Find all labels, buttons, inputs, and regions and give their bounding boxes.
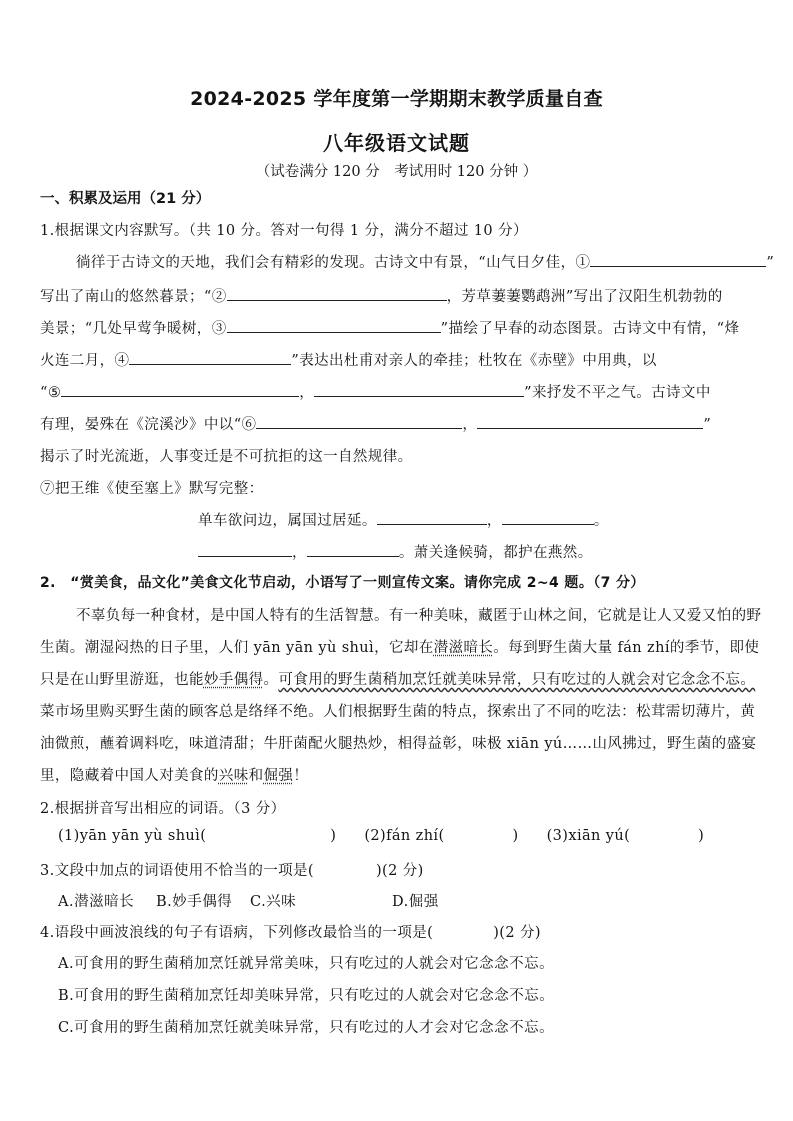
exam-note: （试卷满分 120 分 考试用时 120 分钟 ） xyxy=(255,164,538,180)
answer-blank-6b[interactable] xyxy=(477,414,703,429)
q1-text: ，芳草萋萋鹦鹉洲”写出了汉阳生机勃勃的 xyxy=(446,289,723,305)
q1-text: ”描绘了早春的动态图景。古诗文中有情，“烽 xyxy=(440,321,740,337)
q4-option-b[interactable]: B.可食用的野生菌稍加烹饪却美味异常，只有吃过的人就会对它念念不忘。 xyxy=(58,988,555,1004)
dotted-word: 妙手偶得 xyxy=(203,672,264,688)
q4-stem-line xyxy=(40,921,541,942)
poem-text: 。萧关逢候骑，都护在燕然。 xyxy=(398,545,593,561)
q1-text: ” xyxy=(703,417,712,433)
pinyin-item-2: (2)fán zhí( xyxy=(364,828,445,844)
q1-stem: 1.根据课文内容默写。（共 10 分。答对一句得 1 分，满分不超过 10 分） xyxy=(40,223,528,239)
exam-title: 2024-2025 学年度第一学期期末教学质量自查 xyxy=(190,88,603,110)
dotted-word: 潜滋暗长 xyxy=(433,640,494,656)
q1-text: 有理，晏殊在《浣溪沙》中以“⑥ xyxy=(40,417,257,433)
q4-option-a[interactable]: A.可食用的野生菌稍加烹饪就异常美味，只有吃过的人就会对它念念不忘。 xyxy=(58,956,555,972)
q1-line: 揭示了时光流逝，人事变迁是不可抗拒的这一自然规律。 xyxy=(40,449,413,465)
q1-text: ”表达出杜甫对亲人的牵挂；杜牧在《赤壁》中用典，以 xyxy=(291,353,657,369)
q1-text: 写出了南山的悠然暮景；“② xyxy=(40,289,227,305)
q1-line xyxy=(40,317,739,338)
passage-line: 不辜负每一种食材，是中国人特有的生活智慧。有一种美味，藏匿于山林之间，它就是让人又爱又怕的野 xyxy=(76,608,762,624)
paren-close: ) xyxy=(512,828,519,844)
q3-option-b[interactable]: B.妙手偶得 xyxy=(156,894,233,910)
q3-score: )(2 分) xyxy=(376,863,424,879)
q1-text: ”来抒发不平之气。古诗文中 xyxy=(524,385,711,401)
passage-line xyxy=(40,764,308,785)
q3-option-d[interactable]: D.倔强 xyxy=(392,894,439,910)
answer-blank-1[interactable] xyxy=(590,252,766,267)
q2-stem: 2. “赏美食，品文化”美食文化节启动，小语写了一则宣传文案。请你完成 2~4 题。（7 分） xyxy=(40,575,645,591)
q3-stem-line xyxy=(40,859,424,880)
q3-option-c[interactable]: C.兴味 xyxy=(250,894,297,910)
q3-option-a[interactable]: A.潜滋暗长 xyxy=(58,894,135,910)
q1-line: ⑦把王维《使至塞上》默写完整： xyxy=(40,481,264,497)
q1-line xyxy=(40,285,723,306)
poem-text: ， xyxy=(292,545,307,561)
paren-close: ) xyxy=(330,828,337,844)
passage-line xyxy=(40,636,759,657)
q4-stem: 4.语段中画波浪线的句子有语病，下列修改最恰当的一项是( xyxy=(40,925,434,941)
passage-text: 和 xyxy=(248,768,264,784)
q1-text: ， xyxy=(299,385,315,401)
answer-blank-5a[interactable] xyxy=(61,382,299,397)
q4-score: )(2 分) xyxy=(493,925,541,941)
q1-text: ， xyxy=(462,417,478,433)
pinyin-item-3: (3)xiān yú( xyxy=(546,828,631,844)
passage-text: 生菌。潮湿闷热的日子里，人们 yān yān yù shuì，它却在 xyxy=(40,640,434,656)
q1-line xyxy=(40,413,711,434)
q1-text: ” xyxy=(766,255,775,271)
poem-line xyxy=(198,509,609,530)
answer-blank-4[interactable] xyxy=(129,350,291,365)
answer-blank-7d[interactable] xyxy=(307,542,399,557)
q1-text: 美景；“几处早莺争暖树，③ xyxy=(40,321,227,337)
passage-text: 。 xyxy=(263,672,279,688)
passage-text: ！ xyxy=(293,768,309,784)
q1-line xyxy=(76,251,774,272)
pinyin-items xyxy=(58,828,704,844)
passage-text: 。每到野生菌大量 fán zhí的季节，即使 xyxy=(493,640,760,656)
answer-blank-2[interactable] xyxy=(227,286,447,301)
passage-line xyxy=(40,668,755,689)
dotted-word: 倔强 xyxy=(263,768,294,784)
q1-text: 徜徉于古诗文的天地，我们会有精彩的发现。古诗文中有景，“山气日夕佳，① xyxy=(76,255,591,271)
answer-blank-3[interactable] xyxy=(227,318,441,333)
pinyin-item-1: (1)yān yān yù shuì( xyxy=(58,828,207,844)
poem-line xyxy=(198,541,593,562)
section-heading: 一、积累及运用（21 分） xyxy=(40,191,211,207)
poem-text: 。 xyxy=(593,513,609,529)
answer-blank-7b[interactable] xyxy=(502,510,594,525)
passage-text: 只是在山野里游逛，也能 xyxy=(40,672,204,688)
passage-text: 里，隐藏着中国人对美食的 xyxy=(40,768,219,784)
q1-line xyxy=(40,349,657,370)
q4-option-c[interactable]: C.可食用的野生菌稍加烹饪就美味异常，只有吃过的人才会对它念念不忘。 xyxy=(58,1020,555,1036)
dotted-word: 兴味 xyxy=(218,768,249,784)
answer-blank-5b[interactable] xyxy=(314,382,524,397)
q3-stem: 3.文段中加点的词语使用不恰当的一项是( xyxy=(40,863,314,879)
answer-blank-6a[interactable] xyxy=(256,414,462,429)
wavy-sentence: 可食用的野生菌稍加烹饪就美味异常，只有吃过的人就会对它念念不忘。 xyxy=(278,672,756,688)
paren-close: ) xyxy=(698,828,705,844)
q2sub-stem: 2.根据拼音写出相应的词语。（3 分） xyxy=(40,801,286,817)
passage-line: 菜市场里购买野生菌的顾客总是络绎不绝。人们根据野生菌的特点，探索出了不同的吃法：松茸需切薄片，黄 xyxy=(40,704,756,720)
poem-text: ， xyxy=(486,513,502,529)
answer-blank-7a[interactable] xyxy=(377,510,487,525)
poem-text: 单车欲问边，属国过居延。 xyxy=(198,513,377,529)
q1-text: 火连二月，④ xyxy=(40,353,130,369)
exam-subtitle: 八年级语文试题 xyxy=(323,131,470,155)
passage-line: 油微煎，蘸着调料吃，味道清甜；牛肝菌配火腿热炒，相得益彰，味极 xiān yú……山风拂过，野生菌的盛宴 xyxy=(40,736,757,752)
q1-text: “⑤ xyxy=(40,385,62,401)
answer-blank-7c[interactable] xyxy=(198,542,292,557)
q1-line xyxy=(40,381,711,402)
